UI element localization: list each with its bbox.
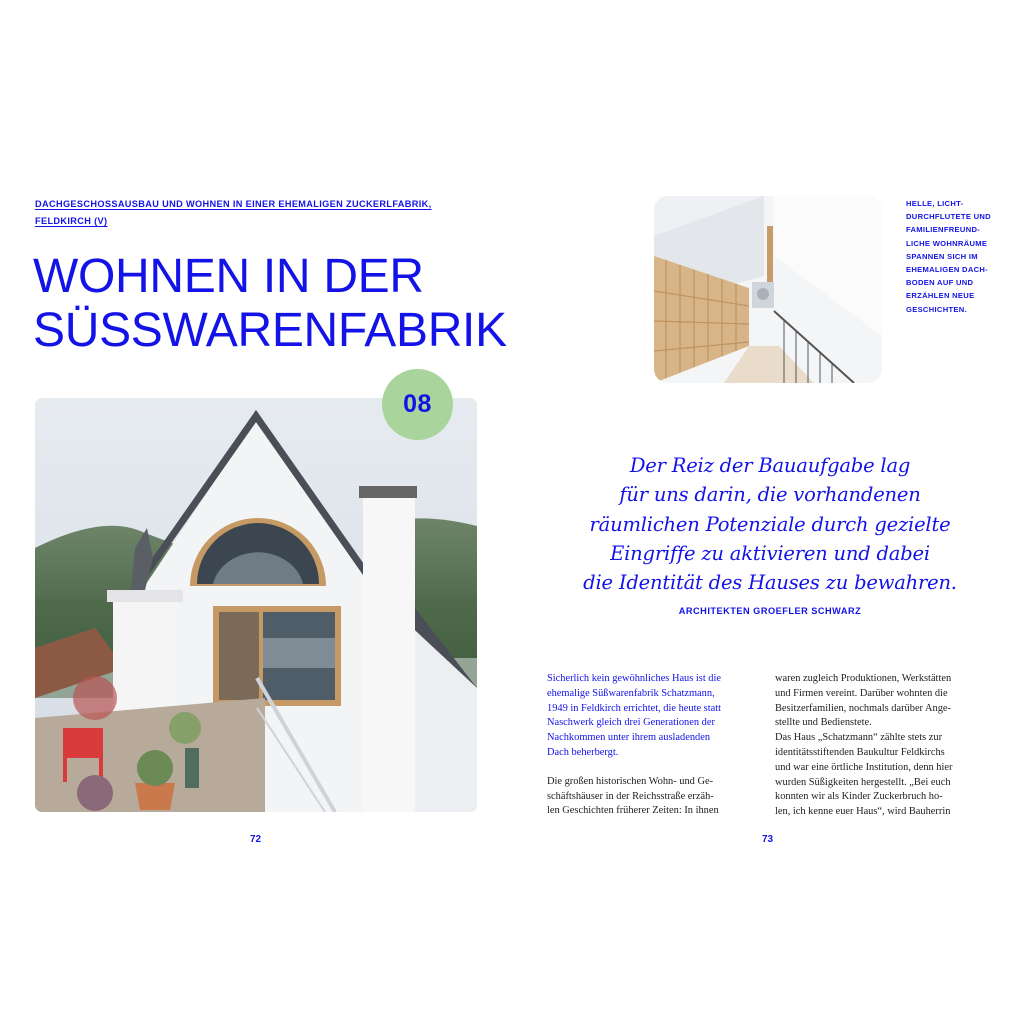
quote-line: räumlichen Potenziale durch gezielte <box>589 512 951 536</box>
lead-line: Nachkommen unter ihrem ausladenden <box>547 732 711 744</box>
article-headline <box>33 250 507 358</box>
headline-line: WOHNEN IN DER <box>33 250 424 303</box>
lead-line: ehemalige Süßwarenfabrik Schatzmann, <box>547 687 715 699</box>
quote-line: Eingriffe zu aktivieren und dabei <box>610 541 930 565</box>
photo-caption <box>906 197 992 316</box>
caption-line: LICHE WOHNRÄUME <box>906 238 988 248</box>
body-line: identitätsstiftenden Baukultur Feldkirchs <box>775 746 945 758</box>
body-line: Das Haus „Schatzmann“ zählte stets zur <box>775 732 943 744</box>
quote-attribution: ARCHITEKTEN GROEFLER SCHWARZ <box>678 606 862 616</box>
pull-quote <box>570 451 970 597</box>
kicker-line: FELDKIRCH (V) <box>35 216 108 226</box>
caption-line: DURCHFLUTETE UND <box>906 212 991 222</box>
page-number-right: 73 <box>762 834 774 845</box>
headline-line: SÜSSWARENFABRIK <box>33 304 507 357</box>
quote-line: Der Reiz der Bauaufgabe lag <box>629 454 911 477</box>
attic-interior-photo <box>654 196 882 383</box>
kicker-line: DACHGESCHOSSAUSBAU UND WOHNEN IN EINER EHEMALIGEN ZUCKERLFABRIK, <box>35 199 432 209</box>
body-line: und war eine örtliche Institution, denn hier <box>775 761 953 773</box>
body-line: konnten wir als Kinder Zuckerbruch ho- <box>775 791 943 803</box>
body-line: und Firmen vereint. Darüber wohnten die <box>775 687 948 699</box>
lead-line: Naschwerk gleich drei Generationen der <box>547 717 715 729</box>
house-exterior-photo <box>35 398 477 812</box>
quote-line: die Identität des Hauses zu bewahren. <box>583 571 957 595</box>
caption-line: HELLE, LICHT- <box>906 199 964 208</box>
page-number-left: 72 <box>250 834 262 845</box>
caption-line: FAMILIENFREUND- <box>906 225 981 235</box>
body-line: wurden Süßigkeiten hergestellt. „Bei euch <box>775 776 951 788</box>
lead-line: Dach beherbergt. <box>547 746 619 758</box>
caption-line: GESCHICHTEN. <box>906 304 967 314</box>
body-line: Besitzerfamilien, nochmals darüber Ange- <box>775 702 952 714</box>
body-line: stellte und Bedienstete. <box>775 717 872 729</box>
caption-line: ERZÄHLEN NEUE <box>906 291 975 301</box>
body-line: schäftshäuser in der Reichsstraße erzäh- <box>547 790 714 802</box>
body-line: len, ich kenne euer Haus“, wird Bauherrin <box>775 806 951 818</box>
caption-line: SPANNEN SICH IM <box>906 251 978 261</box>
body-line: Die großen historischen Wohn- und Ge- <box>547 775 714 787</box>
lead-line: 1949 in Feldkirch errichtet, die heute statt <box>547 702 721 714</box>
quote-line: für uns darin, die vorhandenen <box>619 483 921 507</box>
body-column-left <box>547 672 769 819</box>
body-line: len Geschichten früherer Zeiten: In ihnen <box>547 805 719 817</box>
caption-line: BODEN AUF UND <box>906 278 974 288</box>
body-column-right <box>775 672 997 820</box>
article-number-badge: 08 <box>382 369 453 440</box>
body-line: waren zugleich Produktionen, Werkstätten <box>775 673 952 684</box>
caption-line: EHEMALIGEN DACH- <box>906 265 989 275</box>
article-kicker <box>35 196 475 230</box>
lead-line: Sicherlich kein gewöhnliches Haus ist die <box>547 673 722 684</box>
